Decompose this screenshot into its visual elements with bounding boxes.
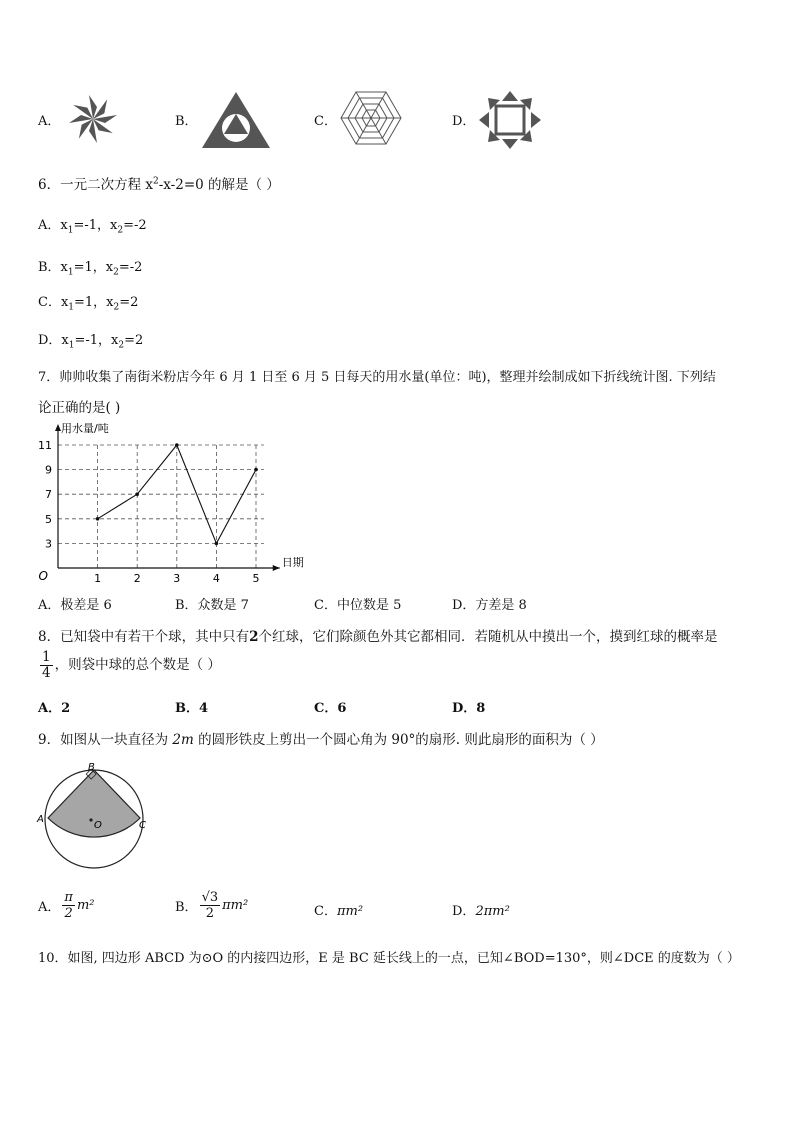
x-tick-label: 1 bbox=[94, 572, 102, 585]
q5-option-d-label: D． bbox=[452, 114, 476, 129]
data-point bbox=[254, 468, 258, 472]
y-tick-label: 3 bbox=[45, 537, 52, 551]
q5-option-a-label: A． bbox=[38, 114, 61, 129]
octagon-ring-figure bbox=[478, 90, 542, 150]
q9-option-a: A． $\frac{\pi}{2}$ m² bbox=[38, 890, 95, 921]
q9-option-c: C．πm² bbox=[314, 904, 364, 919]
q6-option-c: C．$x_1=1$，$x_2=2$ bbox=[38, 295, 139, 313]
water-usage-line-chart bbox=[38, 420, 304, 588]
data-point bbox=[135, 492, 139, 496]
q9-stem: 9．如图从一块直径为 2m 的圆形铁皮上剪出一个圆心角为 90°的扇形. 则此扇形的面积为（ ） bbox=[38, 732, 604, 748]
point-b-label: B bbox=[88, 762, 95, 773]
q8-option-c: C．6 bbox=[314, 701, 347, 716]
sector-in-circle-figure bbox=[36, 760, 166, 872]
x-axis-arrow bbox=[273, 565, 280, 571]
q6-stem-text-end: -x-2=0 的解是（ ） bbox=[158, 177, 280, 193]
q6-option-a: A．$x_1=-1$，$x_2=-2$ bbox=[38, 218, 147, 236]
origin-label: O bbox=[38, 569, 48, 583]
q8-stem-line1: 8．已知袋中有若干个球，其中只有2个红球，它们除颜色外其它都相同．若随机从中摸出一个，摸到红球的概率是 bbox=[38, 629, 718, 645]
hexagon-web-figure bbox=[338, 88, 404, 148]
q6-exponent: 2 bbox=[153, 176, 159, 187]
q8-option-d: D．8 bbox=[452, 701, 486, 716]
q7-stem-line1: 7．帅帅收集了南街米粉店今年 6 月 1 日至 6 月 5 日每天的用水量(单位：吨)，整理并绘制成如下折线统计图. 下列结 bbox=[38, 370, 716, 385]
q5-option-b-label: B． bbox=[175, 114, 198, 129]
q10-stem: 10．如图, 四边形 ABCD 为⊙O 的内接四边形，E 是 BC 延长线上的一点，已知∠BOD=130°，则∠DCE 的度数为（ ） bbox=[38, 951, 740, 966]
point-a-label: A bbox=[37, 814, 44, 825]
data-point bbox=[175, 443, 179, 447]
q6-stem-text: 6．一元二次方程 x bbox=[38, 177, 153, 193]
q9-option-b: B． $\frac{√3}{2}$ πm² bbox=[175, 890, 249, 921]
point-c-label: C bbox=[139, 820, 146, 831]
q7-option-c: C．中位数是 5 bbox=[314, 598, 402, 613]
q8-probability-fraction: $\frac{1}{4}$ bbox=[42, 649, 51, 681]
q7-option-a: A．极差是 6 bbox=[38, 598, 112, 613]
y-tick-label: 7 bbox=[45, 488, 52, 502]
point-o-label: O bbox=[94, 820, 102, 831]
q7-option-d: D．方差是 8 bbox=[452, 598, 527, 613]
x-tick-label: 4 bbox=[212, 572, 220, 585]
x-tick-label: 5 bbox=[252, 572, 260, 585]
q5-option-c-label: C． bbox=[314, 114, 337, 129]
y-tick-label: 11 bbox=[38, 439, 52, 452]
x-axis-label: 日期 bbox=[281, 556, 304, 569]
q6-stem bbox=[38, 173, 280, 193]
x-tick-label: 2 bbox=[133, 572, 141, 585]
data-point bbox=[96, 517, 100, 521]
q7-stem-line2: 论正确的是( ) bbox=[38, 400, 121, 416]
data-point bbox=[215, 542, 219, 546]
y-tick-label: 5 bbox=[45, 512, 52, 526]
q6-option-d: D．$x_1=-1$，$x_2=2$ bbox=[38, 333, 144, 351]
q8-option-b: B．4 bbox=[175, 701, 209, 716]
y-tick-label: 9 bbox=[45, 463, 52, 477]
q6-option-b: B．$x_1=1$，$x_2=-2$ bbox=[38, 260, 143, 278]
triangle-figure bbox=[200, 90, 272, 150]
q9-option-d: D．2πm² bbox=[452, 904, 510, 919]
x-tick-label: 3 bbox=[173, 572, 181, 585]
y-axis-label: 用水量/吨 bbox=[61, 422, 109, 435]
q7-option-b: B．众数是 7 bbox=[175, 598, 249, 613]
pinwheel-figure bbox=[66, 92, 120, 146]
q8-stem-line2: $\frac{1}{4}$ ，则袋中球的总个数是（ ） bbox=[42, 649, 221, 681]
q8-option-a: A．2 bbox=[38, 701, 71, 716]
